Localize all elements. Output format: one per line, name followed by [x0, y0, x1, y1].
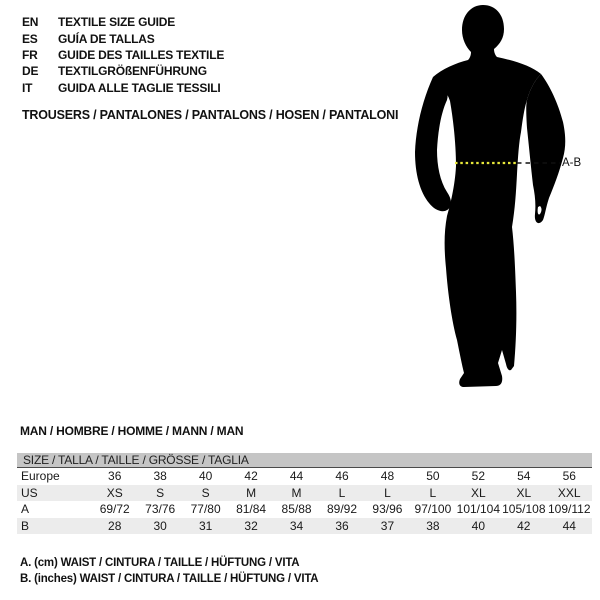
size-value: M — [246, 485, 257, 500]
size-value: 34 — [289, 518, 304, 533]
garment-category-title: TROUSERS / PANTALONES / PANTALONS / HOSEN / PANTALONI — [22, 108, 399, 122]
size-value: XS — [106, 485, 123, 500]
size-value: 46 — [335, 469, 349, 484]
size-value: 77/80 — [190, 502, 221, 517]
size-table-rows — [17, 468, 592, 534]
man-section-title: MAN / HOMBRE / HOMME / MANN / MAN — [20, 424, 244, 438]
row-label: Europe — [21, 469, 60, 484]
size-value: 32 — [244, 518, 258, 533]
size-value: 42 — [517, 518, 531, 533]
table-row — [17, 485, 592, 502]
size-value: 56 — [562, 469, 576, 484]
size-value: 97/100 — [414, 502, 452, 517]
size-value: S — [156, 485, 165, 500]
size-value: 93/96 — [372, 502, 403, 517]
size-value: 105/108 — [502, 502, 546, 517]
language-list — [22, 14, 224, 96]
size-value: 52 — [471, 469, 486, 484]
row-label: B — [21, 518, 30, 533]
table-row — [17, 501, 592, 518]
size-value: 109/112 — [548, 502, 591, 517]
size-value: 50 — [426, 469, 440, 484]
size-value: 40 — [471, 518, 486, 533]
size-table-header: SIZE / TALLA / TAILLE / GRÖSSE / TAGLIA — [17, 453, 592, 468]
note-b-inches: B. (inches) WAIST / CINTURA / TAILLE / HÜFTUNG / VITA — [20, 572, 319, 585]
silhouette-left-arm — [415, 77, 451, 211]
size-value: S — [201, 485, 210, 500]
size-value: 31 — [198, 518, 213, 533]
size-value: M — [291, 485, 302, 500]
size-value: 42 — [244, 469, 258, 484]
size-value: L — [429, 485, 437, 500]
note-a-cm: A. (cm) WAIST / CINTURA / TAILLE / HÜFTUNG / VITA — [20, 557, 300, 569]
language-code: DE — [22, 64, 39, 79]
size-value: 38 — [153, 469, 167, 484]
size-value: L — [384, 485, 391, 500]
size-value: 101/104 — [456, 502, 501, 517]
language-row — [22, 30, 224, 46]
size-value: 28 — [108, 518, 122, 533]
size-value: XXL — [557, 485, 581, 500]
table-row — [17, 468, 592, 485]
size-value: L — [338, 485, 346, 500]
silhouette-right-arm — [526, 74, 565, 223]
size-value: 48 — [380, 469, 395, 484]
language-code: FR — [22, 47, 38, 62]
size-value: 37 — [380, 518, 395, 533]
language-row — [22, 47, 224, 63]
language-label: TEXTILE SIZE GUIDE — [58, 15, 176, 30]
size-value: 54 — [517, 469, 531, 484]
size-value: 69/72 — [99, 502, 130, 517]
language-label: TEXTILGRÖßENFÜHRUNG — [58, 64, 207, 79]
size-value: XL — [516, 485, 532, 500]
language-code: IT — [22, 80, 33, 95]
language-row — [22, 80, 224, 96]
size-value: XL — [471, 485, 486, 500]
row-label: A — [21, 502, 30, 517]
language-label: GUIDE DES TAILLES TEXTILE — [58, 47, 225, 62]
language-row — [22, 63, 224, 79]
size-value: 73/76 — [145, 502, 176, 517]
size-value: 38 — [426, 518, 440, 533]
language-code: ES — [22, 31, 38, 46]
size-value: 36 — [335, 518, 349, 533]
size-value: 89/92 — [326, 502, 357, 517]
size-value: 81/84 — [236, 502, 267, 517]
size-value: 36 — [108, 469, 122, 484]
language-label: GUIDA ALLE TAGLIE TESSILI — [58, 80, 221, 95]
measurement-notes — [20, 557, 318, 588]
size-value: 44 — [562, 518, 576, 533]
size-value: 30 — [153, 518, 167, 533]
size-table — [17, 453, 592, 534]
waist-measure-label: A-B — [562, 157, 582, 169]
size-value: 85/88 — [281, 502, 312, 517]
size-value: 40 — [198, 469, 213, 484]
row-label: US — [21, 485, 38, 500]
size-value: 44 — [289, 469, 304, 484]
table-row — [17, 518, 592, 535]
language-code: EN — [22, 15, 39, 30]
language-row — [22, 14, 224, 30]
man-silhouette-figure — [400, 0, 600, 400]
language-label: GUÍA DE TALLAS — [58, 31, 155, 46]
